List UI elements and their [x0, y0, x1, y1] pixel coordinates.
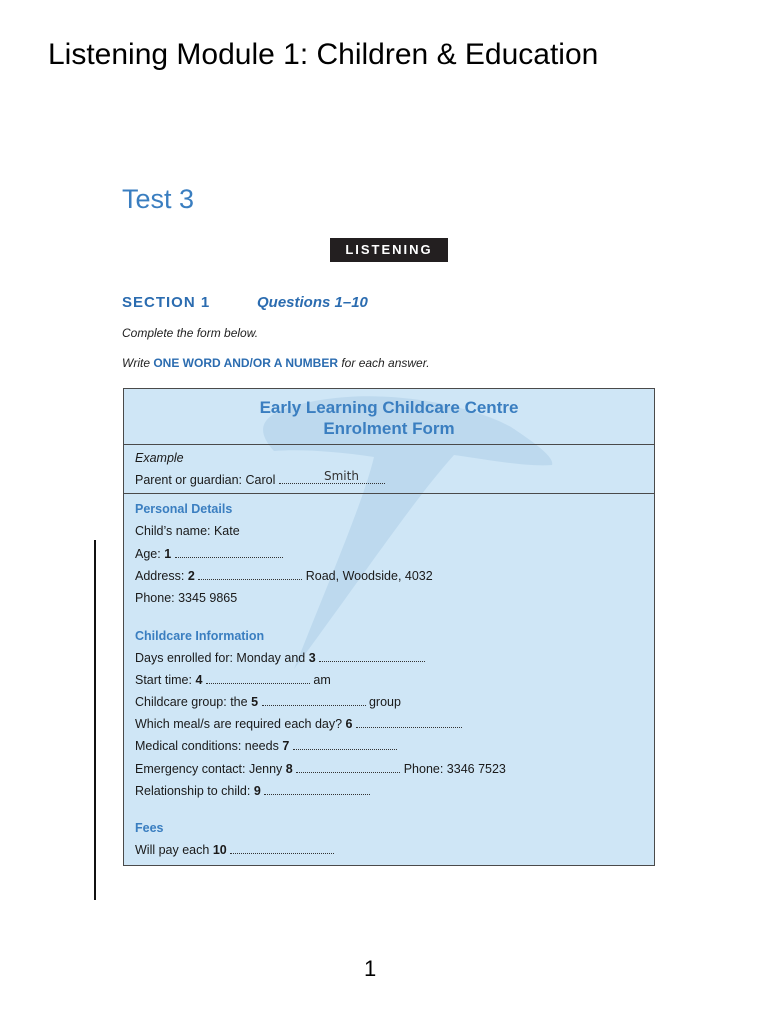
q8-number: 8	[285, 762, 293, 776]
example-text: Parent or guardian: Carol	[135, 473, 276, 487]
q4-blank	[206, 674, 310, 684]
address-row	[135, 569, 433, 583]
enrolment-form	[123, 388, 655, 866]
q6-number: 6	[345, 717, 353, 731]
pay-row	[135, 843, 334, 857]
emergency-after: Phone: 3346 7523	[403, 762, 506, 776]
group-after: group	[368, 695, 401, 709]
q3-blank	[319, 652, 425, 662]
q2-number: 2	[187, 569, 195, 583]
test-title: Test 3	[122, 184, 195, 214]
form-title-line1: Early Learning Childcare Centre	[259, 398, 519, 417]
q8-blank	[296, 763, 400, 773]
q7-blank	[293, 740, 397, 750]
q10-blank	[230, 844, 334, 854]
q4-number: 4	[195, 673, 203, 687]
emergency-row	[135, 762, 506, 776]
form-header	[124, 389, 654, 445]
start-label: Start time:	[135, 673, 192, 687]
pay-label: Will pay each	[135, 843, 210, 857]
child-name-row: Child’s name: Kate	[135, 524, 240, 538]
medical-label: Medical conditions: needs	[135, 739, 279, 753]
q9-number: 9	[253, 784, 261, 798]
page-number: 1	[364, 956, 377, 981]
meals-row	[135, 717, 462, 731]
childcare-info-heading: Childcare Information	[135, 629, 265, 643]
q7-number: 7	[282, 739, 290, 753]
group-label: Childcare group: the	[135, 695, 248, 709]
instruction-2	[122, 356, 430, 370]
emergency-label: Emergency contact: Jenny	[135, 762, 283, 776]
listening-badge: LISTENING	[330, 238, 448, 262]
age-row	[135, 547, 283, 561]
form-title-line2: Enrolment Form	[323, 419, 455, 438]
personal-details-heading: Personal Details	[135, 502, 233, 516]
q10-number: 10	[212, 843, 227, 857]
margin-line	[94, 540, 96, 900]
address-label: Address:	[135, 569, 185, 583]
q5-number: 5	[251, 695, 259, 709]
medical-row	[135, 739, 397, 753]
relationship-row	[135, 784, 370, 798]
days-label: Days enrolled for: Monday and	[135, 651, 306, 665]
start-time-row	[135, 673, 331, 687]
instruction-2-post: for each answer.	[338, 356, 430, 370]
q1-number: 1	[164, 547, 172, 561]
example-label: Example	[135, 451, 184, 465]
questions-label: Questions 1–10	[257, 294, 368, 311]
days-row	[135, 651, 425, 665]
group-row	[135, 695, 401, 709]
example-answer: Smith	[324, 469, 359, 483]
q1-blank	[175, 548, 283, 558]
meals-label: Which meal/s are required each day?	[135, 717, 343, 731]
q3-number: 3	[308, 651, 316, 665]
phone-row: Phone: 3345 9865	[135, 591, 238, 605]
q2-blank	[198, 570, 302, 580]
fees-heading: Fees	[135, 821, 164, 835]
page-heading: Listening Module 1: Children & Education	[48, 38, 599, 71]
section-label: SECTION 1	[122, 294, 211, 311]
instruction-2-emphasis: ONE WORD AND/OR A NUMBER	[153, 356, 339, 370]
address-after: Road, Woodside, 4032	[305, 569, 433, 583]
example-section	[124, 445, 654, 494]
start-after: am	[313, 673, 331, 687]
q5-blank	[262, 696, 366, 706]
relationship-label: Relationship to child:	[135, 784, 251, 798]
age-label: Age:	[135, 547, 161, 561]
q9-blank	[264, 785, 370, 795]
instruction-1: Complete the form below.	[122, 326, 259, 340]
q6-blank	[356, 718, 462, 728]
instruction-2-pre: Write	[122, 356, 154, 370]
